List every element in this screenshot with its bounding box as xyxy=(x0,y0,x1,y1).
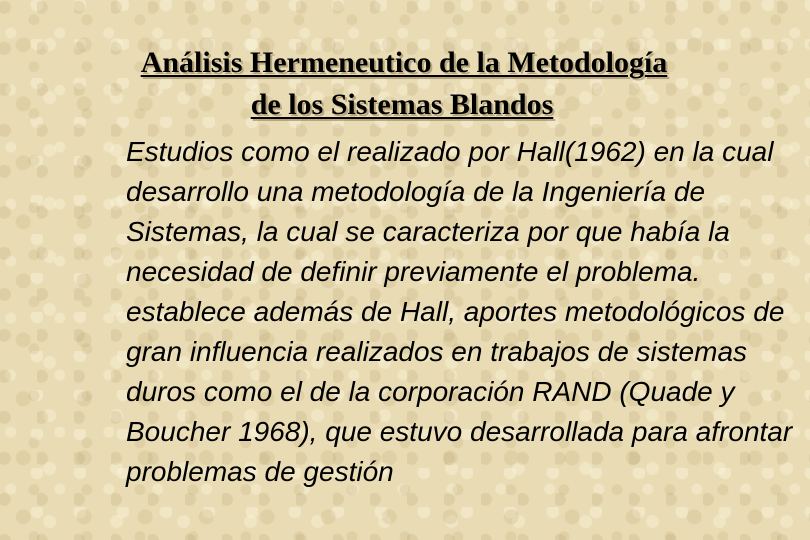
body-paragraph: Estudios como el realizado por Hall(1962) en la cual desarrollo una metodología de la Ingeniería de Sistemas, la cual se caracteriza por que había la necesidad de definir previamente el problema. establece además de Hall, aportes metodológicos de gran influencia realizados en trabajos de sistemas duros como el de la corporación RAND (Quade y Boucher 1968), que estuvo desarrollada para afrontar problemas de gestión xyxy=(126,136,793,487)
slide-title xyxy=(0,42,810,126)
title-line-2: de los Sistemas Blandos xyxy=(250,88,554,121)
title-line-1: Análisis Hermeneutico de la Metodología xyxy=(140,46,668,79)
